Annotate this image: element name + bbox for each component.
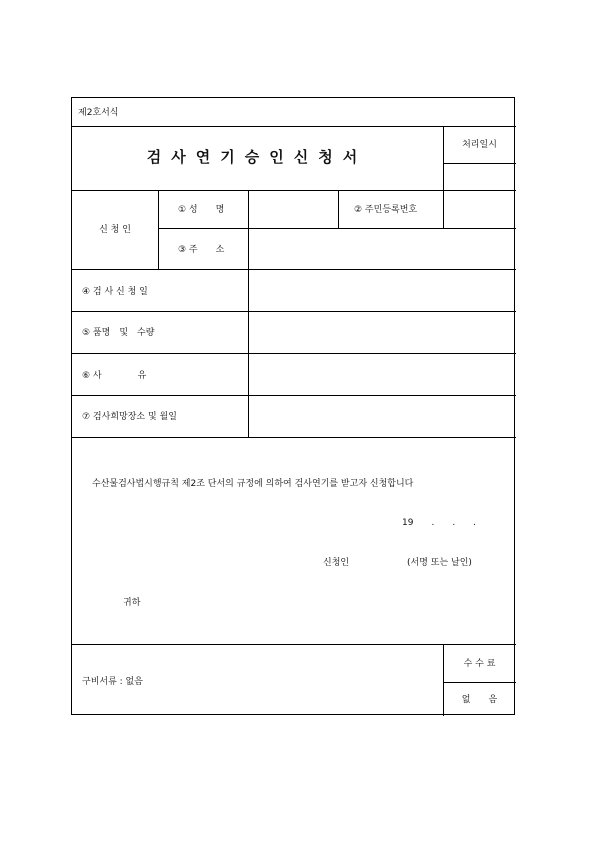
addressee-suffix: 귀하	[123, 598, 141, 608]
application-statement: 수산물검사법시행규칙 제2조 단서의 규정에 의하여 검사연기를 받고자 신청합니다	[92, 479, 414, 489]
address-field[interactable]	[251, 231, 512, 266]
divider	[338, 190, 339, 228]
reason-field[interactable]	[251, 356, 512, 393]
fee-label: 수 수 료	[463, 659, 496, 669]
divider	[72, 437, 516, 438]
applicant-label: 신 청 인	[99, 225, 131, 235]
divider	[443, 644, 444, 716]
divider	[72, 269, 516, 270]
signer-label: 신청인	[323, 558, 350, 568]
application-form	[71, 97, 515, 715]
item-quantity-label: ⑤ 품명 및 수량	[82, 328, 155, 338]
fee-value: 없 음	[461, 695, 498, 705]
divider	[443, 190, 444, 228]
name-label: ① 성 명	[178, 205, 225, 215]
address-label: ③ 주 소	[178, 245, 225, 255]
form-number: 제2호서식	[78, 108, 119, 118]
resident-number-label: ② 주민등록번호	[354, 205, 418, 215]
divider	[72, 353, 516, 354]
divider	[72, 395, 516, 396]
divider	[72, 644, 516, 645]
divider	[248, 190, 249, 269]
desired-place-date-label: ⑦ 검사희망장소 및 월일	[82, 412, 177, 422]
divider	[158, 228, 516, 229]
item-quantity-field[interactable]	[251, 314, 512, 350]
reason-label: ⑥ 사 유	[82, 371, 147, 381]
divider	[72, 126, 516, 127]
signature-note: (서명 또는 날인)	[407, 558, 472, 568]
inspection-application-date-field[interactable]	[251, 272, 512, 308]
divider	[72, 311, 516, 312]
inspection-application-date-label: ④ 검 사 신 청 일	[82, 287, 148, 297]
divider	[443, 163, 516, 164]
resident-number-field[interactable]	[446, 193, 512, 225]
processing-date-field[interactable]	[446, 166, 512, 188]
divider	[158, 190, 159, 269]
desired-place-date-field[interactable]	[251, 398, 512, 434]
divider	[72, 190, 516, 191]
application-date: 19 . . .	[402, 518, 477, 528]
name-field[interactable]	[251, 193, 336, 225]
divider	[443, 126, 444, 190]
signer-name-field[interactable]	[357, 553, 402, 571]
divider	[443, 682, 516, 683]
form-title: 검사연기승인신청서	[146, 148, 368, 166]
processing-date-label: 처리일시	[462, 140, 497, 150]
required-documents: 구비서류 : 없음	[82, 677, 143, 687]
